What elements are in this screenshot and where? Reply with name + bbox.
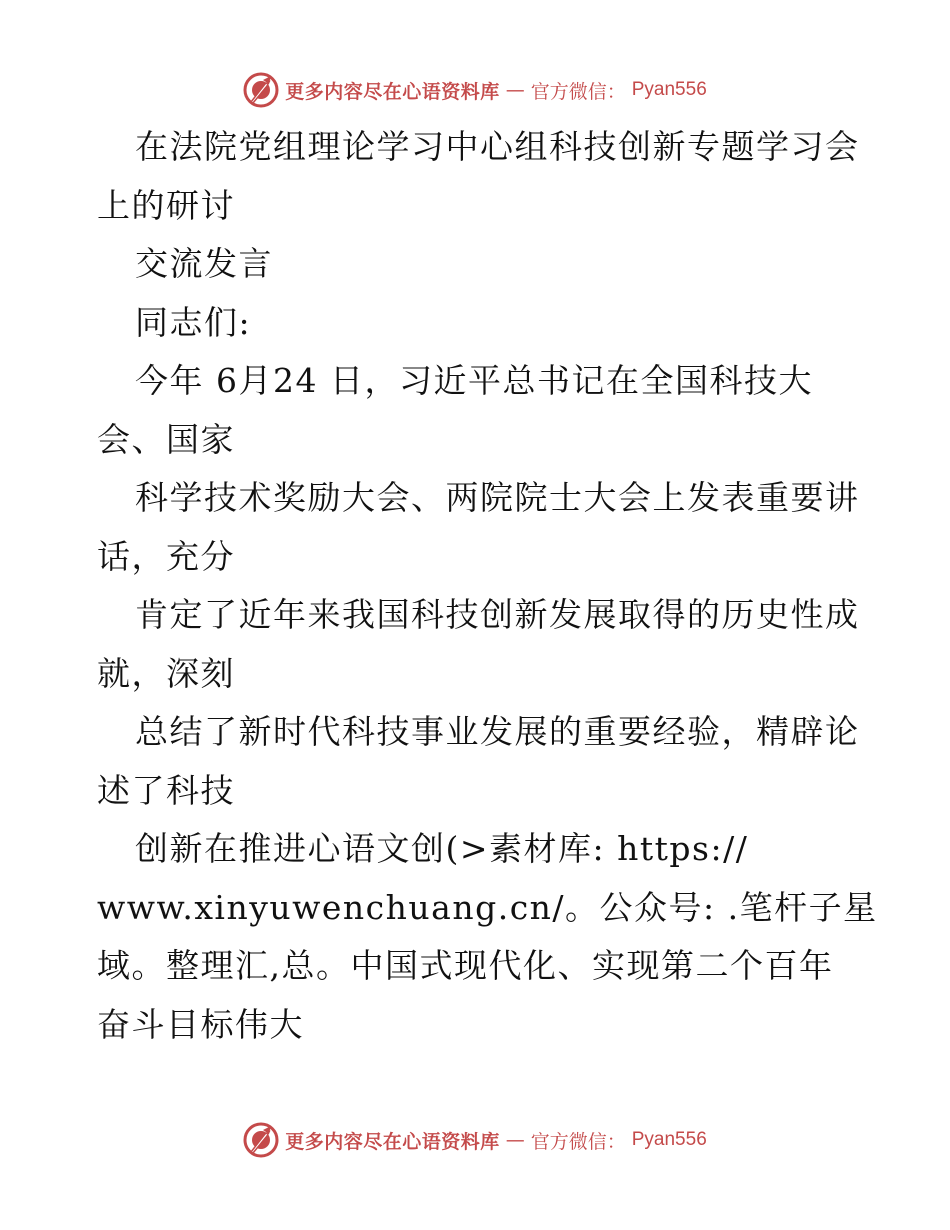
watermark-text: 更多内容尽在心语资料库 [285,80,500,103]
header-watermark-content [243,72,707,108]
text-line: 交流发言 [135,244,273,283]
watermark-separator: — [505,1129,525,1151]
text-line: 同志们: [135,302,252,342]
text-line: 话，充分 [97,536,235,576]
text-line: 就，深刻 [97,653,235,693]
quill-logo-icon [243,1122,279,1158]
watermark-wechat-id: Pyan556 [631,79,707,100]
header-watermark-banner [0,70,950,110]
text-line: www.xinyuwenchuang.cn/。公众号: .笔杆子星 [97,887,878,927]
text-line: 肯定了近年来我国科技创新发展取得的历史性成 [135,595,860,634]
text-line: 总结了新时代科技事业发展的重要经验，精辟论 [135,712,860,751]
footer-watermark-content [243,1122,707,1158]
watermark-text: 更多内容尽在心语资料库 [285,1130,500,1153]
text-line: 今年 6月24 日，习近平总书记在全国科技大 [135,361,813,400]
text-line: 上的研讨 [97,185,235,225]
text-line: 创新在推进心语文创(>素材库: https:// [135,829,749,868]
watermark-wechat-label: 官方微信： [530,1130,626,1153]
quill-logo-icon [243,72,279,108]
text-line: 在法院党组理论学习中心组科技创新专题学习会 [135,127,860,166]
text-line: 科学技术奖励大会、两院院士大会上发表重要讲 [135,478,860,517]
document-body [97,118,878,1054]
text-line: 会、国家 [97,419,235,459]
text-line: 奋斗目标伟大 [97,1004,304,1044]
watermark-separator: — [505,79,525,101]
watermark-wechat-label: 官方微信： [530,80,626,103]
footer-watermark-banner [0,1120,950,1160]
text-line: 述了科技 [97,770,235,810]
text-line: 域。整理汇,总。中国式现代化、实现第二个百年 [97,946,834,985]
watermark-wechat-id: Pyan556 [631,1129,707,1150]
